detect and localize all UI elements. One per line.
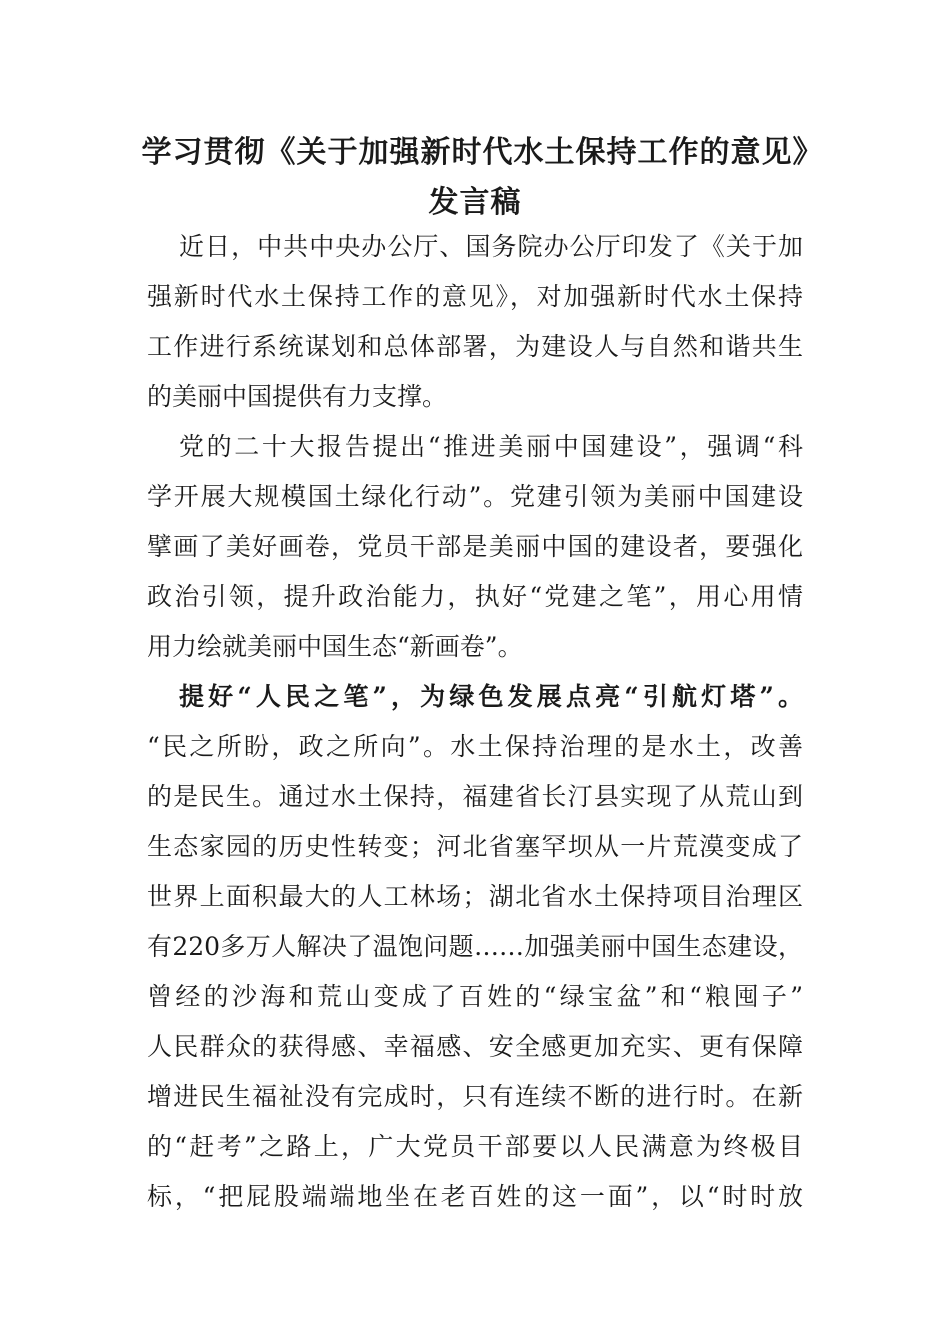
paragraph-line: 党的二十大报告提出“推进美丽中国建设”，强调“科: [179, 432, 803, 461]
paragraph-line: 用力绘就美丽中国生态“新画卷”。: [147, 632, 523, 661]
paragraph-line: 生态家园的历史性转变；河北省塞罕坝从一片荒漠变成了: [147, 832, 803, 861]
paragraph-line: 的是民生。通过水土保持，福建省长汀县实现了从荒山到: [147, 782, 803, 811]
paragraph-line: 人民群众的获得感、幸福感、安全感更加充实、更有保障: [147, 1032, 803, 1061]
document-title: 学习贯彻《关于加强新时代水土保持工作的意见》发言稿: [141, 135, 809, 220]
paragraph-line: 学开展大规模国土绿化行动”。党建引领为美丽中国建设: [147, 482, 803, 511]
paragraph-line: 工作进行系统谋划和总体部署，为建设人与自然和谐共生: [147, 332, 803, 361]
section-heading: 提好“人民之笔”，为绿色发展点亮“引航灯塔”。: [179, 682, 803, 711]
paragraph-line: 世界上面积最大的人工林场；湖北省水土保持项目治理区: [147, 882, 803, 911]
paragraph-line: 强新时代水土保持工作的意见》，对加强新时代水土保持: [147, 282, 803, 311]
paragraph-line: 近日，中共中央办公厅、国务院办公厅印发了《关于加: [179, 232, 803, 261]
paragraph-line: “民之所盼，政之所向”。水土保持治理的是水土，改善: [147, 732, 803, 761]
paragraph-line: 标，“把屁股端端地坐在老百姓的这一面”，以“时时放: [147, 1182, 803, 1211]
paragraph-line: 有220多万人解决了温饱问题……加强美丽中国生态建设，: [147, 932, 803, 961]
paragraph-line: 政治引领，提升政治能力，执好“党建之笔”，用心用情: [147, 582, 803, 611]
paragraph-line: 增进民生福祉没有完成时，只有连续不断的进行时。在新: [147, 1082, 803, 1111]
paragraph-line: 曾经的沙海和荒山变成了百姓的“绿宝盆”和“粮囤子”: [147, 982, 803, 1011]
paragraph-line: 的美丽中国提供有力支撑。: [147, 382, 448, 411]
paragraph-line: 的“赶考”之路上，广大党员干部要以人民满意为终极目: [147, 1132, 803, 1161]
paragraph-line: 擘画了美好画卷，党员干部是美丽中国的建设者，要强化: [147, 532, 803, 561]
